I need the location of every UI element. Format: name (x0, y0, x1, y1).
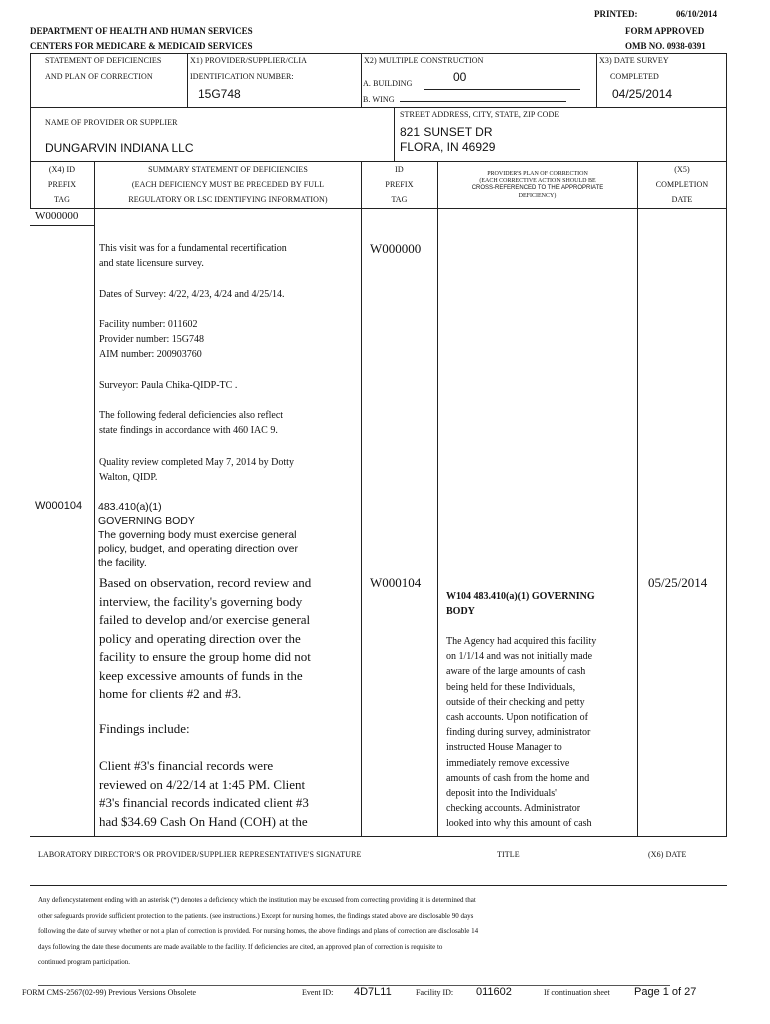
facility-id-value: 011602 (476, 986, 512, 998)
facility-id-label: Facility ID: (416, 988, 454, 997)
intro-text: This visit was for a fundamental recertification and state licensure survey. (99, 243, 287, 269)
director-signature-label: LABORATORY DIRECTOR'S OR PROVIDER/SUPPLIER REPRESENTATIVE'S SIGNATURE (38, 850, 362, 859)
address-label: STREET ADDRESS, CITY, STATE, ZIP CODE (400, 110, 560, 119)
statement-label-1: STATEMENT OF DEFICIENCIES (45, 56, 162, 65)
facility-info: Facility number: 011602 Provider number: 15G748 AIM number: 200903760 (99, 319, 204, 360)
plan-header-3: CROSS-REFERENCED TO THE APPROPRIATE (471, 185, 604, 191)
provider-name-label: NAME OF PROVIDER OR SUPPLIER (45, 118, 178, 127)
form-number: FORM CMS-2567(02-99) Previous Versions Obsolete (22, 988, 197, 997)
id-header-2: PREFIX (385, 180, 414, 189)
tag-w000104-right: W000104 (370, 575, 422, 590)
x3-label-1: X3) DATE SURVEY (599, 56, 669, 65)
continuation-label: If continuation sheet (544, 988, 610, 997)
building-label: A. BUILDING (363, 79, 413, 88)
tag-w000000-left: W000000 (35, 210, 79, 222)
plan-header-2: (EACH CORRECTIVE ACTION SHOULD BE (479, 178, 596, 184)
x4-header-1: (X4) ID (48, 165, 76, 174)
plan-title: W104 483.410(a)(1) GOVERNING BODY (446, 591, 595, 617)
centers-title: CENTERS FOR MEDICARE & MEDICAID SERVICES (30, 41, 253, 51)
surveyor: Surveyor: Paula Chika-QIDP-TC . (99, 380, 238, 391)
summary-header-3: REGULATORY OR LSC IDENTIFYING INFORMATION) (128, 195, 328, 204)
address-line-1: 821 SUNSET DR (400, 125, 493, 139)
client-records-text: Client #3's financial records were reviewed on 4/22/14 at 1:45 PM. Client #3's financial records indicated client #3 had $34.69 Cash On Hand (COH) at the (99, 758, 309, 829)
form-approved: FORM APPROVED (625, 26, 705, 36)
tag-w000104-left: W000104 (35, 500, 83, 512)
title-label: TITLE (497, 850, 520, 859)
regulation-text: 483.410(a)(1) GOVERNING BODY The governing body must exercise general policy, budget, and operating direction over the facility. (98, 501, 299, 569)
x3-label-2: COMPLETED (610, 72, 659, 81)
plan-of-correction-text: The Agency had acquired this facility on 1/1/14 and was not initially made aware of the large amounts of cash being held for these Individuals, outside of their checking and petty cash accounts. Upon notification of finding during survey, administrator instructed House Manager to immediately remove excessive amounts of cash from the home and deposit into the Individuals' checking accounts. Administrator looked into why this amount of cash (446, 636, 597, 830)
tag-w000000-right: W000000 (370, 241, 422, 256)
x4-header-2: PREFIX (47, 180, 77, 189)
omb-number: OMB NO. 0938-0391 (625, 41, 706, 51)
x5-header-1: (X5) (674, 165, 690, 174)
x6-date-label: (X6) DATE (648, 850, 687, 859)
department-title: DEPARTMENT OF HEALTH AND HUMAN SERVICES (30, 26, 253, 36)
x5-header-3: DATE (671, 195, 693, 204)
survey-dates: Dates of Survey: 4/22, 4/23, 4/24 and 4/25/14. (99, 289, 285, 300)
x4-header-3: TAG (53, 195, 71, 204)
page-number: Page 1 of 27 (634, 986, 697, 998)
id-header-1: ID (395, 165, 404, 174)
federal-text: The following federal deficiencies also reflect state findings in accordance with 460 IAC 9. (99, 410, 284, 436)
provider-number-value: 15G748 (198, 87, 241, 101)
id-header-3: TAG (391, 195, 408, 204)
completion-date: 05/25/2014 (648, 575, 708, 590)
disclaimer: Any defiencystatement ending with an asterisk (*) denotes a deficiency which the institution may be excused from correcting providing it is determined that other safeguards provide sufficient protection to the patients. (see instructions.) Except for nursing homes, the findings stated above are disclosable 90 days following the date of survey whether or not a plan of correction is provided. For nursing homes, the above findings and plans of correction are disclosable 14 days following the date these documents are made available to the facility. If deficiencies are cited, an approved plan of correction is requisite to continued program participation. (38, 896, 479, 966)
construction-value: 00 (453, 70, 467, 84)
quality-review: Quality review completed May 7, 2014 by Dotty Walton, QIDP. (99, 457, 294, 483)
statement-label-2: AND PLAN OF CORRECTION (45, 72, 153, 81)
event-id-value: 4D7L11 (354, 986, 392, 998)
survey-completed-date: 04/25/2014 (612, 87, 673, 101)
summary-header-2: (EACH DEFICIENCY MUST BE PRECEDED BY FULL (131, 180, 325, 189)
printed-label: PRINTED: (594, 9, 638, 19)
plan-header-4: DEFICIENCY) (518, 193, 557, 199)
plan-header-1: PROVIDER'S PLAN OF CORRECTION (487, 171, 588, 177)
x1-label-1: X1) PROVIDER/SUPPLIER/CLIA (190, 56, 308, 65)
x5-header-2: COMPLETION (655, 180, 709, 189)
event-id-label: Event ID: (302, 988, 334, 997)
provider-name-value: DUNGARVIN INDIANA LLC (45, 141, 194, 155)
x1-label-2: IDENTIFICATION NUMBER: (190, 72, 294, 81)
summary-header-1: SUMMARY STATEMENT OF DEFICIENCIES (148, 165, 308, 174)
wing-label: B. WING (363, 95, 395, 104)
address-line-2: FLORA, IN 46929 (400, 140, 496, 154)
x2-label: X2) MULTIPLE CONSTRUCTION (364, 56, 484, 65)
printed-date: 06/10/2014 (676, 9, 718, 19)
findings-include: Findings include: (99, 721, 190, 736)
findings-text: Based on observation, record review and interview, the facility's governing body failed to develop and/or exercise general policy and operating direction over the facility to ensure the group home did not keep excessive amounts of funds in the home for clients #2 and #3. (99, 575, 312, 701)
